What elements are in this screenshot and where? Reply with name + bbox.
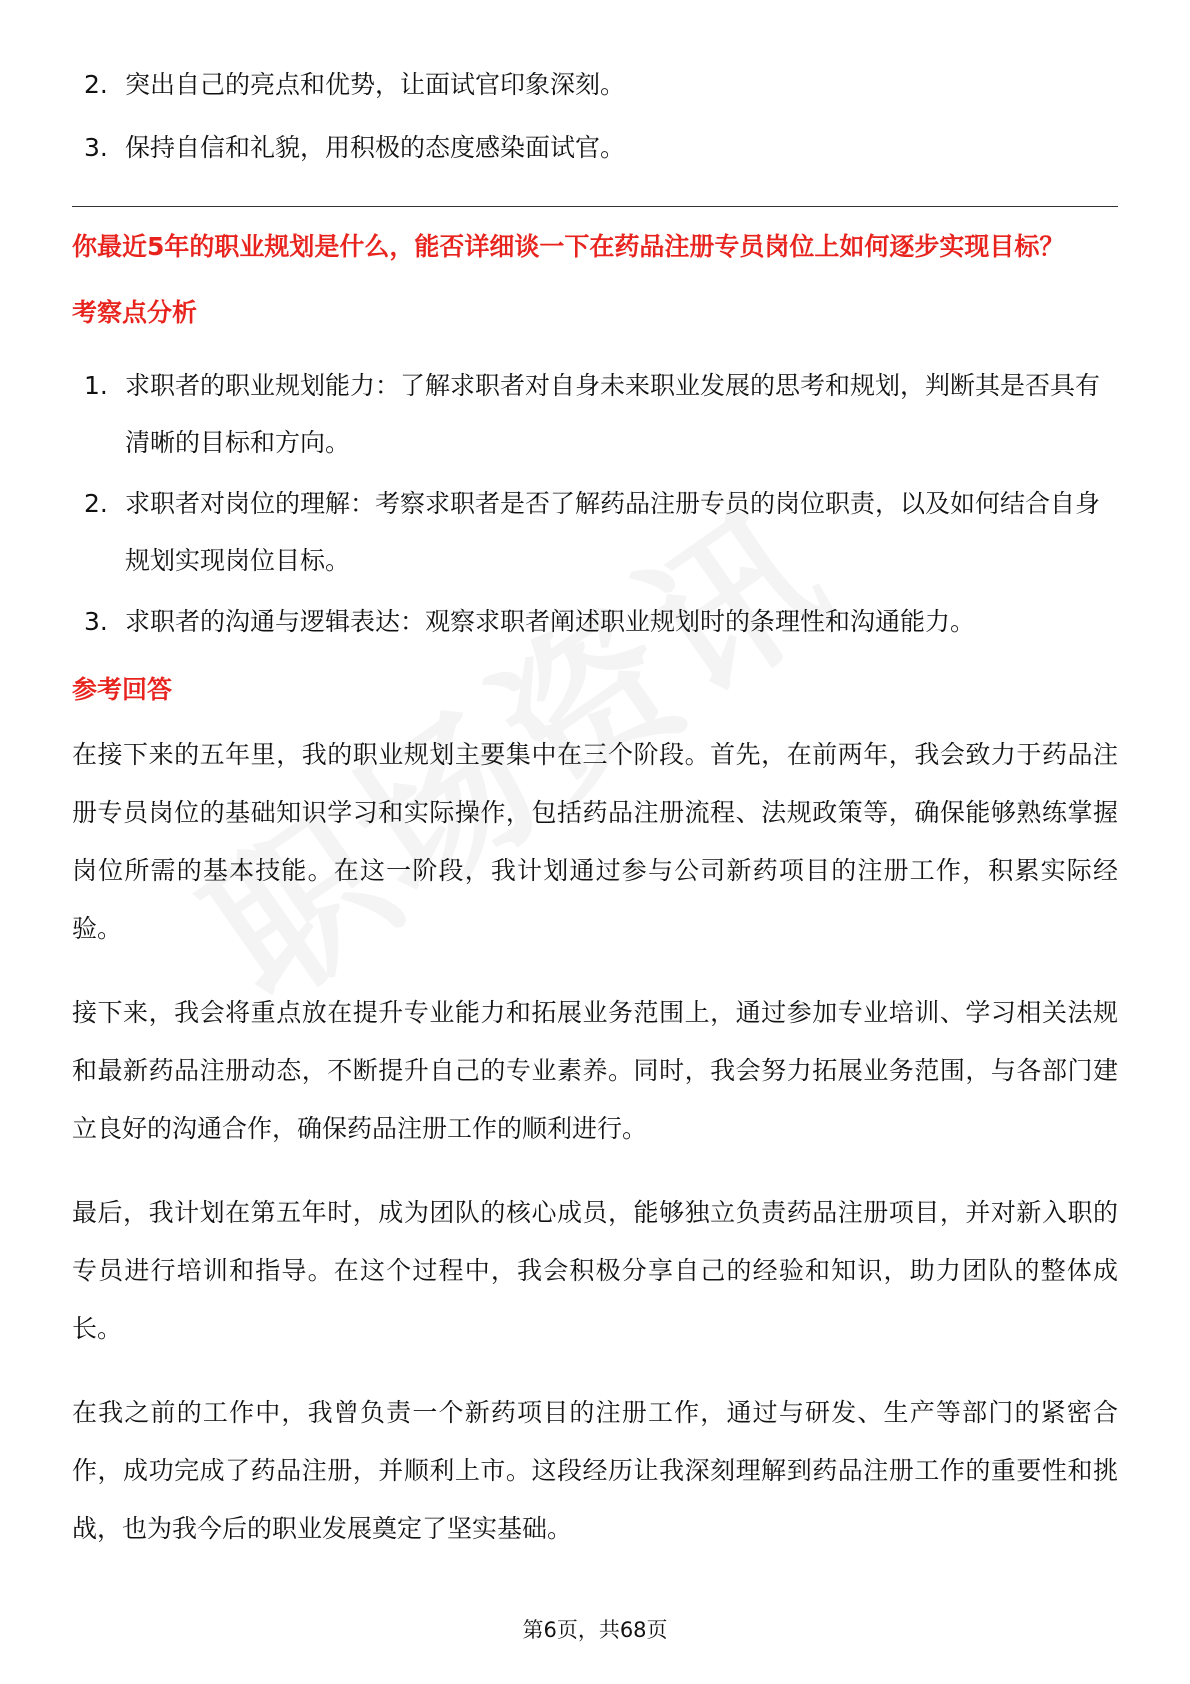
list-text: 突出自己的亮点和优势，让面试官印象深刻。 — [125, 70, 626, 99]
answer-paragraph: 在我之前的工作中，我曾负责一个新药项目的注册工作，通过与研发、生产等部门的紧密合作，成功完成了药品注册，并顺利上市。这段经历让我深刻理解到药品注册工作的重要性和挑战，也为我今后的职业发展奠定了坚实基础。 — [72, 1398, 1118, 1543]
page-content — [72, 56, 1118, 1584]
list-text: 求职者的沟通与逻辑表达：观察求职者阐述职业规划时的条理性和沟通能力。 — [125, 607, 976, 636]
list-number: 2. — [84, 70, 108, 99]
answer-heading: 参考回答 — [72, 675, 173, 704]
list-text: 求职者的职业规划能力：了解求职者对自身未来职业发展的思考和规划，判断其是否具有清晰的目标和方向。 — [125, 371, 1101, 457]
list-text: 求职者对岗位的理解：考察求职者是否了解药品注册专员的岗位职责，以及如何结合自身规划实现岗位目标。 — [125, 489, 1101, 575]
list-item — [72, 593, 1118, 650]
list-number: 3. — [84, 607, 108, 636]
section-divider — [72, 206, 1118, 207]
list-number: 2. — [84, 489, 108, 518]
list-item — [72, 357, 1118, 471]
answer-paragraph: 在接下来的五年里，我的职业规划主要集中在三个阶段。首先，在前两年，我会致力于药品注册专员岗位的基础知识学习和实际操作，包括药品注册流程、法规政策等，确保能够熟练掌握岗位所需的基本技能。在这一阶段，我计划通过参与公司新药项目的注册工作，积累实际经验。 — [72, 740, 1118, 943]
list-item — [72, 475, 1118, 589]
interview-question: 你最近5年的职业规划是什么，能否详细谈一下在药品注册专员岗位上如何逐步实现目标？ — [72, 232, 1065, 261]
answer-paragraph: 最后，我计划在第五年时，成为团队的核心成员，能够独立负责药品注册项目，并对新入职的专员进行培训和指导。在这个过程中，我会积极分享自己的经验和知识，助力团队的整体成长。 — [72, 1198, 1118, 1343]
list-number: 1. — [84, 371, 108, 400]
list-item — [72, 119, 1118, 176]
analysis-heading: 考察点分析 — [72, 298, 198, 327]
page-number: 第6页，共68页 — [522, 1618, 668, 1642]
list-text: 保持自信和礼貌，用积极的态度感染面试官。 — [125, 133, 626, 162]
answer-paragraph: 接下来，我会将重点放在提升专业能力和拓展业务范围上，通过参加专业培训、学习相关法规和最新药品注册动态，不断提升自己的专业素养。同时，我会努力拓展业务范围，与各部门建立良好的沟通合作，确保药品注册工作的顺利进行。 — [72, 998, 1118, 1143]
list-item — [72, 56, 1118, 113]
list-number: 3. — [84, 133, 108, 162]
analysis-list — [72, 357, 1118, 650]
tips-list — [72, 56, 1118, 176]
